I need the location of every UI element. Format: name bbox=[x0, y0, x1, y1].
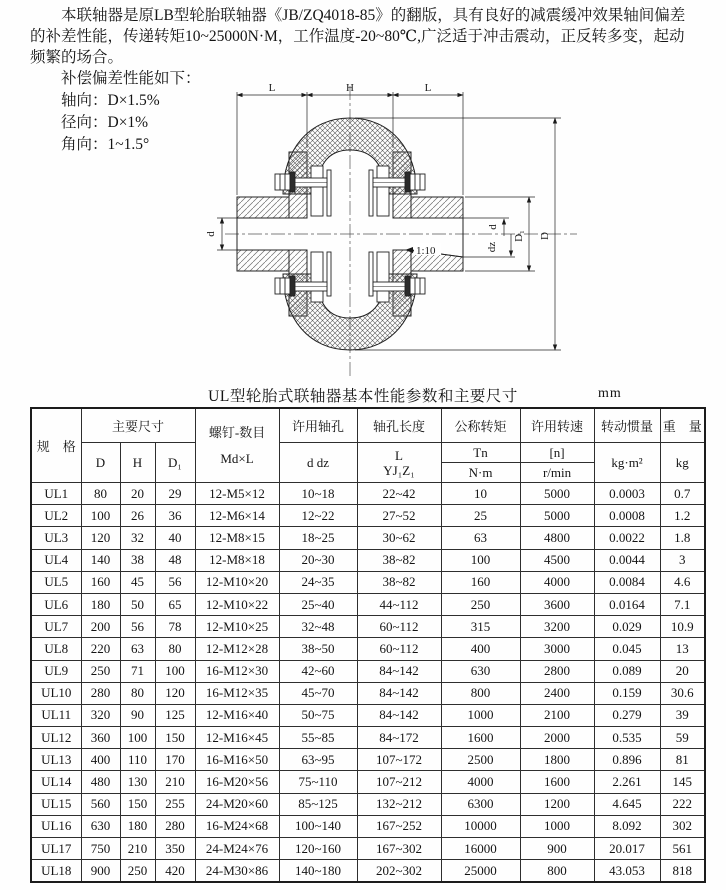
table-cell: 0.089 bbox=[594, 660, 660, 682]
table-cell: 60~112 bbox=[357, 616, 441, 638]
table-row bbox=[31, 771, 705, 793]
table-row bbox=[31, 483, 705, 505]
table-cell: 12~22 bbox=[279, 505, 357, 527]
table-cell: 12-M10×25 bbox=[195, 616, 279, 638]
table-cell: 1.8 bbox=[660, 527, 705, 549]
header-weight: 重 量 bbox=[660, 408, 705, 443]
table-cell: 100 bbox=[81, 505, 120, 527]
table-cell: 43.053 bbox=[594, 860, 660, 883]
table-cell: 100 bbox=[441, 549, 520, 571]
table-cell: 59 bbox=[660, 727, 705, 749]
dim-label-L-left: L bbox=[268, 82, 276, 94]
table-cell: 20.017 bbox=[594, 838, 660, 860]
table-cell: 16-M24×68 bbox=[195, 815, 279, 837]
table-cell: 0.0008 bbox=[594, 505, 660, 527]
table-cell: 302 bbox=[660, 815, 705, 837]
table-cell: 24-M30×86 bbox=[195, 860, 279, 883]
table-cell: 30.6 bbox=[660, 682, 705, 704]
table-cell: UL18 bbox=[31, 860, 81, 883]
header-col-D1: D₁ bbox=[155, 443, 195, 483]
table-row bbox=[31, 660, 705, 682]
table-cell: 81 bbox=[660, 749, 705, 771]
table-cell: 12-M10×22 bbox=[195, 593, 279, 615]
table-cell: 2000 bbox=[520, 727, 594, 749]
dim-label-H: H bbox=[346, 82, 354, 94]
table-cell: 4.645 bbox=[594, 793, 660, 815]
table-cell: UL1 bbox=[31, 483, 81, 505]
table-cell: 0.0084 bbox=[594, 571, 660, 593]
table-cell: 320 bbox=[81, 704, 120, 726]
table-cell: 480 bbox=[81, 771, 120, 793]
table-cell: 0.0022 bbox=[594, 527, 660, 549]
table-cell: 100 bbox=[120, 727, 155, 749]
table-cell: 5000 bbox=[520, 505, 594, 527]
table-cell: 12-M16×40 bbox=[195, 704, 279, 726]
table-cell: 0.159 bbox=[594, 682, 660, 704]
table-cell: 25000 bbox=[441, 860, 520, 883]
header-speed: 许用转速 bbox=[520, 408, 594, 443]
table-row bbox=[31, 616, 705, 638]
table-cell: 63~95 bbox=[279, 749, 357, 771]
table-cell: 12-M5×12 bbox=[195, 483, 279, 505]
table-cell: 78 bbox=[155, 616, 195, 638]
table-cell: 160 bbox=[81, 571, 120, 593]
table-cell: 2.261 bbox=[594, 771, 660, 793]
table-cell: 20~30 bbox=[279, 549, 357, 571]
table-cell: 0.279 bbox=[594, 704, 660, 726]
table-cell: 44~112 bbox=[357, 593, 441, 615]
table-cell: 56 bbox=[120, 616, 155, 638]
table-cell: 360 bbox=[81, 727, 120, 749]
table-cell: 170 bbox=[155, 749, 195, 771]
table-cell: 0.045 bbox=[594, 638, 660, 660]
header-torque: 公称转矩 bbox=[441, 408, 520, 443]
table-cell: 60~112 bbox=[357, 638, 441, 660]
table-cell: 140~180 bbox=[279, 860, 357, 883]
table-cell: 80 bbox=[155, 638, 195, 660]
header-inertia: 转动惯量 bbox=[594, 408, 660, 443]
table-cell: 16000 bbox=[441, 838, 520, 860]
table-cell: 420 bbox=[155, 860, 195, 883]
table-cell: 7.1 bbox=[660, 593, 705, 615]
table-cell: 25 bbox=[441, 505, 520, 527]
table-cell: 12-M12×28 bbox=[195, 638, 279, 660]
table-cell: 4500 bbox=[520, 549, 594, 571]
table-cell: UL17 bbox=[31, 838, 81, 860]
table-cell: 0.0164 bbox=[594, 593, 660, 615]
header-bore-len-sub bbox=[357, 443, 441, 483]
table-cell: 150 bbox=[155, 727, 195, 749]
table-row bbox=[31, 682, 705, 704]
table-cell: 0.7 bbox=[660, 483, 705, 505]
table-cell: 0.0044 bbox=[594, 549, 660, 571]
table-cell: UL11 bbox=[31, 704, 81, 726]
table-cell: 255 bbox=[155, 793, 195, 815]
table-cell: 120 bbox=[155, 682, 195, 704]
table-cell: 16-M20×56 bbox=[195, 771, 279, 793]
table-cell: UL15 bbox=[31, 793, 81, 815]
table-cell: UL6 bbox=[31, 593, 81, 615]
table-cell: 71 bbox=[120, 660, 155, 682]
table-cell: UL8 bbox=[31, 638, 81, 660]
table-cell: 29 bbox=[155, 483, 195, 505]
dim-label-d-left: d bbox=[205, 231, 217, 237]
table-cell: 130 bbox=[120, 771, 155, 793]
table-cell: 210 bbox=[155, 771, 195, 793]
table-cell: 900 bbox=[81, 860, 120, 883]
table-cell: 167~302 bbox=[357, 838, 441, 860]
table-cell: 160 bbox=[441, 571, 520, 593]
header-bore-sub: d dz bbox=[279, 443, 357, 483]
table-cell: 16-M12×30 bbox=[195, 660, 279, 682]
table-cell: UL4 bbox=[31, 549, 81, 571]
table-cell: 32~48 bbox=[279, 616, 357, 638]
table-cell: 107~172 bbox=[357, 749, 441, 771]
table-cell: UL9 bbox=[31, 660, 81, 682]
table-cell: 63 bbox=[120, 638, 155, 660]
table-cell: 56 bbox=[155, 571, 195, 593]
table-row bbox=[31, 571, 705, 593]
table-cell: 42~60 bbox=[279, 660, 357, 682]
header-col-D: D bbox=[81, 443, 120, 483]
table-cell: 315 bbox=[441, 616, 520, 638]
table-title: UL型轮胎式联轴器基本性能参数和主要尺寸 bbox=[208, 388, 518, 405]
compensation-item-radial: 径向：D×1% bbox=[61, 114, 149, 131]
table-cell: 2100 bbox=[520, 704, 594, 726]
dim-label-d-right: d bbox=[487, 224, 499, 230]
table-cell: 84~172 bbox=[357, 727, 441, 749]
table-cell: 222 bbox=[660, 793, 705, 815]
table-cell: 48 bbox=[155, 549, 195, 571]
table-cell: 350 bbox=[155, 838, 195, 860]
table-row bbox=[31, 860, 705, 883]
table-cell: 2800 bbox=[520, 660, 594, 682]
header-spec: 规 格 bbox=[31, 408, 81, 483]
table-cell: 250 bbox=[81, 660, 120, 682]
spec-table bbox=[30, 407, 706, 883]
header-col-H: H bbox=[120, 443, 155, 483]
table-row bbox=[31, 793, 705, 815]
dimension-d-dz-right bbox=[504, 219, 511, 256]
table-row bbox=[31, 549, 705, 571]
table-cell: 38~82 bbox=[357, 571, 441, 593]
table-cell: 167~252 bbox=[357, 815, 441, 837]
header-main-dims: 主要尺寸 bbox=[81, 408, 195, 443]
table-cell: 630 bbox=[81, 815, 120, 837]
table-row bbox=[31, 638, 705, 660]
table-cell: 818 bbox=[660, 860, 705, 883]
table-cell: 180 bbox=[120, 815, 155, 837]
intro-paragraph: 本联轴器是原LB型轮胎联轴器《JB/ZQ4018-85》的翻版，具有良好的减震缓冲效果轴间偏差的补差性能，传递转矩10~25000N·M，工作温度-20~80℃,广泛适于冲击震动，正反转多变，起动频繁的场合。 bbox=[30, 7, 686, 66]
table-cell: 125 bbox=[155, 704, 195, 726]
table-cell: UL10 bbox=[31, 682, 81, 704]
table-cell: 4800 bbox=[520, 527, 594, 549]
table-cell: 1600 bbox=[441, 727, 520, 749]
header-weight-unit: kg bbox=[660, 443, 705, 483]
dim-label-D1: D₁ bbox=[513, 230, 525, 242]
table-cell: 26 bbox=[120, 505, 155, 527]
table-cell: 800 bbox=[520, 860, 594, 883]
table-cell: 50 bbox=[120, 593, 155, 615]
table-cell: 200 bbox=[81, 616, 120, 638]
table-cell: 16-M12×35 bbox=[195, 682, 279, 704]
table-cell: 38 bbox=[120, 549, 155, 571]
table-cell: 18~25 bbox=[279, 527, 357, 549]
table-cell: 10.9 bbox=[660, 616, 705, 638]
compensation-item-axial: 轴向：D×1.5% bbox=[61, 92, 160, 109]
header-screw-sub: Md×L bbox=[220, 450, 254, 466]
table-cell: 63 bbox=[441, 527, 520, 549]
table-cell: 30~62 bbox=[357, 527, 441, 549]
table-cell: 1.2 bbox=[660, 505, 705, 527]
table-cell: 45 bbox=[120, 571, 155, 593]
table-cell: UL14 bbox=[31, 771, 81, 793]
table-cell: 13 bbox=[660, 638, 705, 660]
table-cell: 1600 bbox=[520, 771, 594, 793]
dim-label-D: D bbox=[539, 232, 551, 240]
table-cell: 16-M16×50 bbox=[195, 749, 279, 771]
table-cell: 120~160 bbox=[279, 838, 357, 860]
table-cell: 20 bbox=[660, 660, 705, 682]
table-cell: 400 bbox=[441, 638, 520, 660]
table-cell: 0.029 bbox=[594, 616, 660, 638]
table-cell: 50~75 bbox=[279, 704, 357, 726]
table-cell: 140 bbox=[81, 549, 120, 571]
table-cell: 4.6 bbox=[660, 571, 705, 593]
table-cell: 84~142 bbox=[357, 704, 441, 726]
header-speed-symbol: [n] bbox=[520, 443, 594, 463]
table-cell: 132~212 bbox=[357, 793, 441, 815]
header-speed-unit: r/min bbox=[520, 463, 594, 483]
table-cell: 630 bbox=[441, 660, 520, 682]
table-cell: 120 bbox=[81, 527, 120, 549]
table-cell: 36 bbox=[155, 505, 195, 527]
table-cell: 750 bbox=[81, 838, 120, 860]
table-cell: 85~125 bbox=[279, 793, 357, 815]
table-row bbox=[31, 727, 705, 749]
table-cell: UL12 bbox=[31, 727, 81, 749]
dim-label-dz: dz bbox=[486, 241, 498, 253]
table-cell: 4000 bbox=[441, 771, 520, 793]
table-cell: 2400 bbox=[520, 682, 594, 704]
table-cell: 38~82 bbox=[357, 549, 441, 571]
table-cell: 100 bbox=[155, 660, 195, 682]
table-cell: 250 bbox=[441, 593, 520, 615]
table-cell: UL3 bbox=[31, 527, 81, 549]
table-cell: 39 bbox=[660, 704, 705, 726]
dim-label-L-right: L bbox=[424, 82, 432, 94]
table-cell: 12-M16×45 bbox=[195, 727, 279, 749]
table-cell: 3200 bbox=[520, 616, 594, 638]
technical-drawing bbox=[200, 78, 580, 386]
table-cell: 40 bbox=[155, 527, 195, 549]
table-cell: 84~142 bbox=[357, 660, 441, 682]
table-row bbox=[31, 505, 705, 527]
table-row bbox=[31, 838, 705, 860]
table-cell: 210 bbox=[120, 838, 155, 860]
table-cell: 0.896 bbox=[594, 749, 660, 771]
table-cell: 38~50 bbox=[279, 638, 357, 660]
header-inertia-unit: kg·m² bbox=[594, 443, 660, 483]
table-cell: 2500 bbox=[441, 749, 520, 771]
table-cell: 220 bbox=[81, 638, 120, 660]
table-cell: 145 bbox=[660, 771, 705, 793]
table-cell: 80 bbox=[81, 483, 120, 505]
header-bore-len: 轴孔长度 bbox=[357, 408, 441, 443]
table-cell: 560 bbox=[81, 793, 120, 815]
table-cell: 110 bbox=[120, 749, 155, 771]
table-cell: 3600 bbox=[520, 593, 594, 615]
table-cell: 5000 bbox=[520, 483, 594, 505]
table-cell: 32 bbox=[120, 527, 155, 549]
table-cell: 280 bbox=[155, 815, 195, 837]
table-row bbox=[31, 593, 705, 615]
table-cell: 3 bbox=[660, 549, 705, 571]
header-bore-len-L: L bbox=[395, 447, 403, 463]
table-row bbox=[31, 815, 705, 837]
table-cell: 90 bbox=[120, 704, 155, 726]
table-cell: 100~140 bbox=[279, 815, 357, 837]
table-cell: 80 bbox=[120, 682, 155, 704]
table-cell: 75~110 bbox=[279, 771, 357, 793]
table-cell: UL7 bbox=[31, 616, 81, 638]
table-cell: 1000 bbox=[441, 704, 520, 726]
header-bore-len-types: YJ₁Z₁ bbox=[383, 462, 415, 478]
table-row bbox=[31, 704, 705, 726]
table-row bbox=[31, 527, 705, 549]
header-torque-unit: N·m bbox=[441, 463, 520, 483]
table-cell: 24-M24×76 bbox=[195, 838, 279, 860]
table-cell: 6300 bbox=[441, 793, 520, 815]
table-cell: 202~302 bbox=[357, 860, 441, 883]
table-cell: 22~42 bbox=[357, 483, 441, 505]
compensation-heading: 补偿偏差性能如下： bbox=[61, 70, 201, 87]
taper-label: 1:10 bbox=[416, 245, 436, 257]
header-screw-title: 螺钉-数目 bbox=[208, 424, 266, 440]
table-body bbox=[31, 483, 705, 883]
table-cell: 12-M10×20 bbox=[195, 571, 279, 593]
table-cell: 1200 bbox=[520, 793, 594, 815]
table-cell: 1800 bbox=[520, 749, 594, 771]
table-cell: 1000 bbox=[520, 815, 594, 837]
table-cell: 400 bbox=[81, 749, 120, 771]
header-torque-symbol: Tn bbox=[441, 443, 520, 463]
table-cell: UL5 bbox=[31, 571, 81, 593]
table-cell: 280 bbox=[81, 682, 120, 704]
unit-label: mm bbox=[598, 386, 622, 401]
table-cell: 24~35 bbox=[279, 571, 357, 593]
table-cell: 84~142 bbox=[357, 682, 441, 704]
header-screw bbox=[195, 408, 279, 483]
table-cell: 800 bbox=[441, 682, 520, 704]
table-cell: 12-M6×14 bbox=[195, 505, 279, 527]
table-cell: 27~52 bbox=[357, 505, 441, 527]
table-cell: 12-M8×18 bbox=[195, 549, 279, 571]
table-cell: 4000 bbox=[520, 571, 594, 593]
table-cell: 150 bbox=[120, 793, 155, 815]
table-cell: 3000 bbox=[520, 638, 594, 660]
table-cell: 0.535 bbox=[594, 727, 660, 749]
table-cell: 25~40 bbox=[279, 593, 357, 615]
table-cell: 12-M8×15 bbox=[195, 527, 279, 549]
table-cell: 0.0003 bbox=[594, 483, 660, 505]
table-cell: UL13 bbox=[31, 749, 81, 771]
table-cell: 8.092 bbox=[594, 815, 660, 837]
table-cell: 20 bbox=[120, 483, 155, 505]
table-row bbox=[31, 749, 705, 771]
table-cell: 10 bbox=[441, 483, 520, 505]
compensation-item-angular: 角向：1~1.5° bbox=[61, 136, 150, 153]
table-cell: 10000 bbox=[441, 815, 520, 837]
table-cell: 900 bbox=[520, 838, 594, 860]
header-bore: 许用轴孔 bbox=[279, 408, 357, 443]
table-cell: 24-M20×60 bbox=[195, 793, 279, 815]
table-cell: 250 bbox=[120, 860, 155, 883]
table-cell: 180 bbox=[81, 593, 120, 615]
table-cell: UL2 bbox=[31, 505, 81, 527]
table-cell: 55~85 bbox=[279, 727, 357, 749]
table-cell: UL16 bbox=[31, 815, 81, 837]
table-cell: 45~70 bbox=[279, 682, 357, 704]
table-cell: 65 bbox=[155, 593, 195, 615]
table-cell: 107~212 bbox=[357, 771, 441, 793]
table-cell: 561 bbox=[660, 838, 705, 860]
table-cell: 10~18 bbox=[279, 483, 357, 505]
